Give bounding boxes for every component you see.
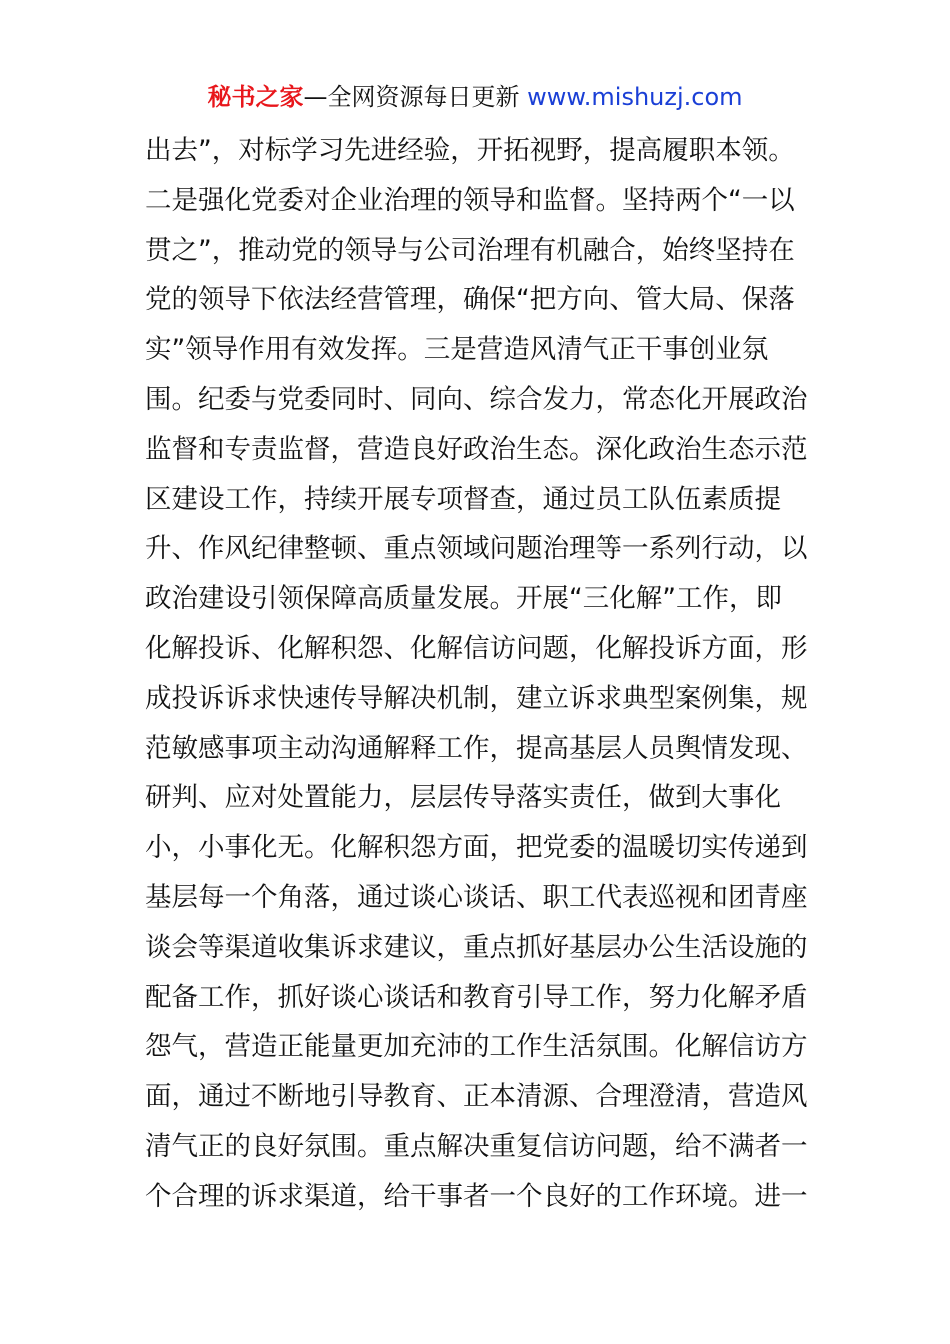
text-line: 基层每一个角落，通过谈心谈话、职工代表巡视和团青座 <box>145 881 808 913</box>
text-line: 面，通过不断地引导教育、正本清源、合理澄清，营造风 <box>145 1081 808 1113</box>
text-line: 研判、应对处置能力，层层传导落实责任，做到大事化 <box>145 782 781 814</box>
text-line: 党的领导下依法经营管理，确保“把方向、管大局、保落 <box>145 284 795 316</box>
text-line: 怨气，营造正能量更加充沛的工作生活氛围。化解信访方 <box>145 1031 808 1063</box>
text-line: 围。纪委与党委同时、同向、综合发力，常态化开展政治 <box>145 383 808 415</box>
text-line: 谈会等渠道收集诉求建议，重点抓好基层办公生活设施的 <box>145 931 808 963</box>
text-line: 贯之”，推动党的领导与公司治理有机融合，始终坚持在 <box>145 234 795 266</box>
text-line: 化解投诉、化解积怨、化解信访问题，化解投诉方面，形 <box>145 632 808 664</box>
header-tagline: —全网资源每日更新 <box>303 83 520 111</box>
text-line: 清气正的良好氛围。重点解决重复信访问题，给不满者一 <box>145 1130 808 1162</box>
text-line: 政治建设引领保障高质量发展。开展“三化解”工作，即 <box>145 583 782 615</box>
text-line: 二是强化党委对企业治理的领导和监督。坚持两个“一以 <box>145 184 795 216</box>
document-body <box>145 126 810 1222</box>
text-line: 成投诉诉求快速传导解决机制，建立诉求典型案例集，规 <box>145 682 808 714</box>
text-line: 出去”，对标学习先进经验，开拓视野，提高履职本领。 <box>145 135 795 166</box>
text-line: 实”领导作用有效发挥。三是营造风清气正干事创业氛 <box>145 334 769 366</box>
site-url-link[interactable]: www.mishuzj.com <box>527 83 743 111</box>
text-line: 区建设工作，持续开展专项督查，通过员工队伍素质提 <box>145 483 781 515</box>
brand-name: 秘书之家 <box>207 83 304 111</box>
text-line: 升、作风纪律整顿、重点领域问题治理等一系列行动，以 <box>145 533 808 565</box>
page-header <box>0 82 950 112</box>
text-line: 小，小事化无。化解积怨方面，把党委的温暖切实传递到 <box>145 832 808 864</box>
text-line: 监督和专责监督，营造良好政治生态。深化政治生态示范 <box>145 433 808 465</box>
text-line: 配备工作，抓好谈心谈话和教育引导工作，努力化解矛盾 <box>145 981 808 1013</box>
text-line: 范敏感事项主动沟通解释工作，提高基层人员舆情发现、 <box>145 732 808 764</box>
text-line: 个合理的诉求渠道，给干事者一个良好的工作环境。进一 <box>145 1180 808 1212</box>
